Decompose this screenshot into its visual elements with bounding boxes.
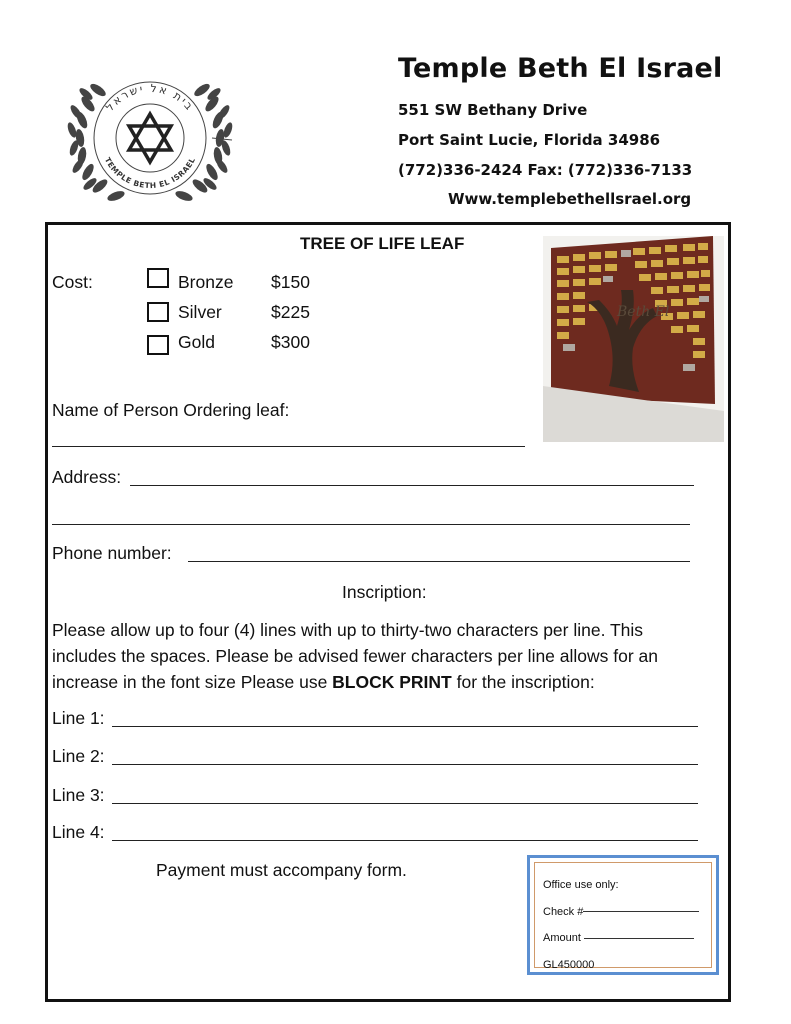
address-input-line-2[interactable] — [52, 524, 690, 525]
instructions-line-3-start: increase in the font size Please use — [52, 672, 333, 692]
seal-hebrew-text: בית אל ישראל — [103, 81, 197, 114]
check-number-row — [543, 899, 703, 926]
line-3-input[interactable] — [112, 803, 698, 804]
office-use-box — [527, 855, 719, 975]
bronze-checkbox[interactable] — [147, 268, 169, 288]
gl-code: GL450000 — [543, 958, 595, 971]
payment-note: Payment must accompany form. — [156, 860, 407, 880]
address-input-line-1[interactable] — [130, 485, 694, 486]
phone-input-line[interactable] — [188, 561, 690, 562]
line-4-input[interactable] — [112, 840, 698, 841]
inscription-instructions — [52, 617, 717, 695]
amount-line[interactable] — [584, 938, 694, 939]
form-title: TREE OF LIFE LEAF — [300, 234, 465, 253]
office-use-inner — [534, 862, 712, 971]
line-2-label: Line 2: — [52, 746, 105, 766]
amount-label: Amount — [543, 932, 581, 944]
instructions-line-3 — [52, 669, 717, 695]
block-print-emphasis: BLOCK PRINT — [332, 672, 452, 692]
organization-header — [398, 52, 778, 207]
website-line: Www.templebethellsrael.org — [448, 190, 692, 208]
line-2-input[interactable] — [112, 764, 698, 765]
line-3-label: Line 3: — [52, 785, 105, 805]
address-line-2: Port Saint Lucie, Florida 34986 — [398, 131, 661, 149]
cost-label: Cost: — [52, 272, 93, 292]
phone-label: Phone number: — [52, 543, 172, 563]
office-use-title: Office use only: — [543, 879, 619, 891]
tree-of-life-photo — [543, 236, 724, 442]
organization-name: Temple Beth El Israel — [398, 53, 723, 84]
silver-checkbox[interactable] — [147, 302, 169, 322]
seal-english-text: TEMPLE BETH EL ISRAEL — [102, 155, 198, 191]
instructions-line-1: Please allow up to four (4) lines with up to thirty-two characters per line. This — [52, 620, 644, 640]
instructions-line-2: includes the spaces. Please be advised fewer characters per line allows for an — [52, 646, 659, 666]
gold-label: Gold — [178, 332, 215, 352]
line-1-label: Line 1: — [52, 708, 105, 728]
temple-seal-logo — [62, 60, 238, 210]
address-line-1: 551 SW Bethany Drive — [398, 101, 588, 119]
check-number-line[interactable] — [583, 911, 699, 912]
name-input-line[interactable] — [52, 446, 525, 447]
bronze-price: $150 — [271, 272, 310, 292]
amount-row — [543, 925, 703, 952]
line-1-input[interactable] — [112, 726, 698, 727]
phone-fax-line: (772)336-2424 Fax: (772)336-7133 — [398, 161, 693, 179]
bronze-label: Bronze — [178, 272, 234, 292]
silver-label: Silver — [178, 302, 222, 322]
gold-price: $300 — [271, 332, 310, 352]
check-number-label: Check # — [543, 905, 584, 918]
inscription-heading: Inscription: — [342, 582, 427, 602]
gold-checkbox[interactable] — [147, 335, 169, 355]
line-4-label: Line 4: — [52, 822, 105, 842]
photo-tree-inscription: Beth El — [617, 304, 670, 320]
name-label: Name of Person Ordering leaf: — [52, 400, 290, 420]
address-label: Address: — [52, 467, 122, 487]
instructions-line-3-end: for the inscription: — [451, 672, 595, 692]
silver-price: $225 — [271, 302, 310, 322]
